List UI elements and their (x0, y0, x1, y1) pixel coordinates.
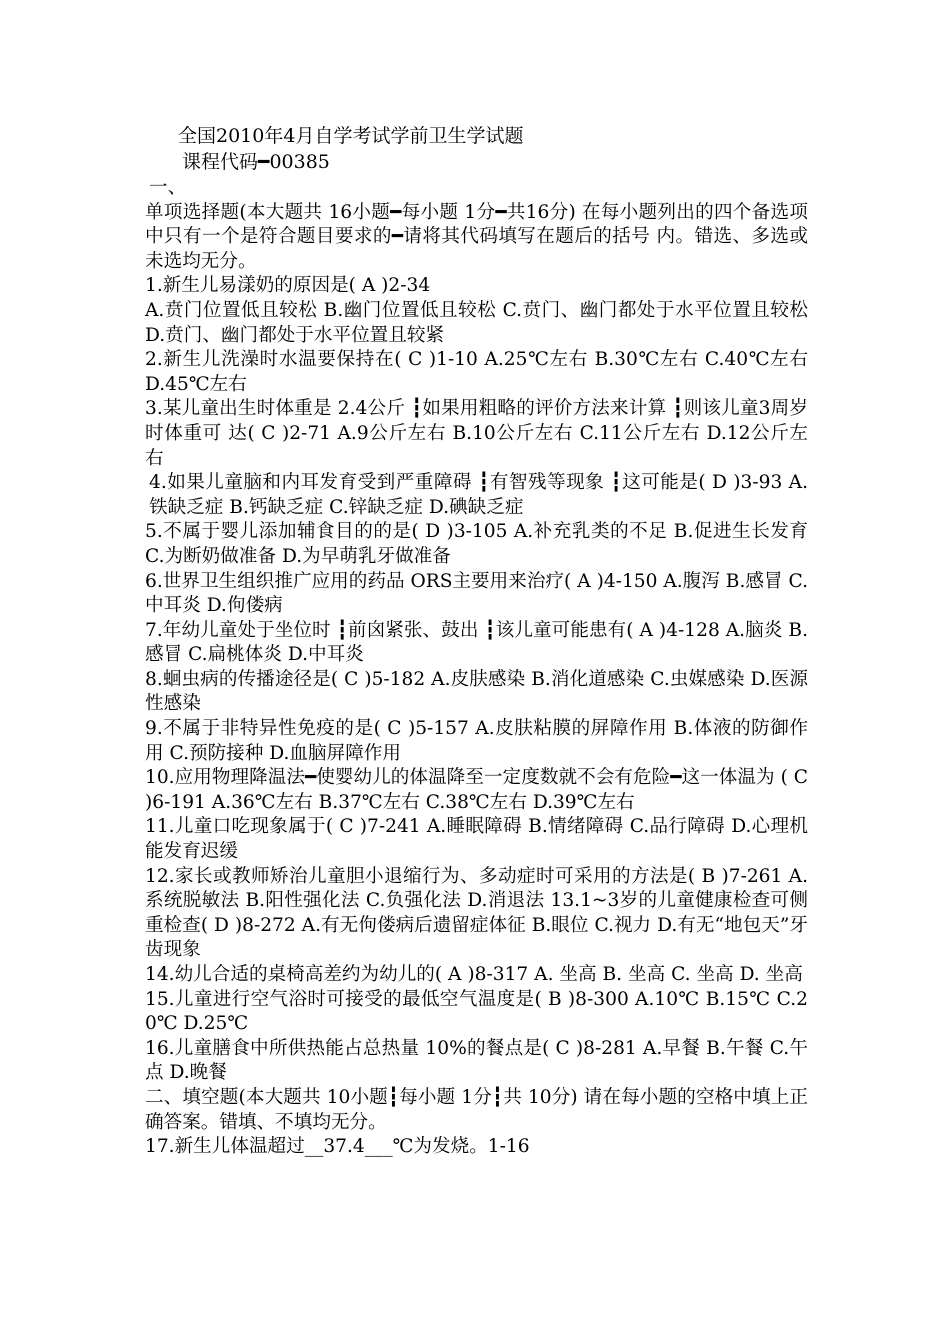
section-intro-choice: 单项选择题(本大题共 16小题━每小题 1分━共16分) 在每小题列出的四个备选项中只有一个是符合题目要求的━请将其代码填写在题后的括号 内。错选、多选或未选均无分。 (145, 201, 808, 272)
question-9: 9.不属于非特异性免疫的是( C )5-157 A.皮肤粘膜的屏障作用 B.体液的防御作用 C.预防接种 D.血脑屏障作用 (145, 718, 808, 764)
course-code: 课程代码━00385 (182, 151, 330, 173)
question-15: 15.儿童进行空气浴时可接受的最低空气温度是( B )8-300 A.10℃ B.15℃ C.20℃ D.25℃ (145, 988, 808, 1035)
question-2: 2.新生儿洗澡时水温要保持在( C )1-10 A.25℃左右 B.30℃左右 C.40℃左右 D.45℃左右 (145, 349, 808, 395)
document-body (145, 176, 808, 1160)
question-6: 6.世界卫生组织推广应用的药品 ORS主要用来治疗( A )4-150 A.腹泻 B.感冒 C.中耳炎 D.佝偻病 (145, 570, 808, 617)
question-16: 16.儿童膳食中所供热能占总热量 10%的餐点是( C )8-281 A.早餐 B.午餐 C.午点 D.晚餐 (145, 1037, 808, 1084)
question-5: 5.不属于婴儿添加辅食目的的是( D )3-105 A.补充乳类的不足 B.促进生长发育 C.为断奶做准备 D.为早萌乳牙做准备 (145, 521, 808, 567)
question-8: 8.蛔虫病的传播途径是( C )5-182 A.皮肤感染 B.消化道感染 C.虫媒感染 D.医源性感染 (145, 668, 808, 715)
section-number: 一、 (149, 177, 187, 198)
question-1: 1.新生儿易漾奶的原因是( A )2-34 (145, 275, 431, 297)
question-1-options: A.贲门位置低且较松 B.幽门位置低且较松 C.贲门、幽门都处于水平位置且较松 D.贲门、幽门都处于水平位置且较紧 (145, 299, 808, 346)
question-12-13: 12.家长或教师矫治儿童胆小退缩行为、多动症时可采用的方法是( B )7-261 A.系统脱敏法 B.阳性强化法 C.负强化法 D.消退法 13.1~3岁的儿童健康检查可侧重检查( D )8-272 A.有无佝偻病后遗留症体征 B.眼位 C.视力 D.有无“地包天”牙齿现象 (145, 865, 808, 961)
question-17: 17.新生儿体温超过__37.4___℃为发烧。1-16 (145, 1136, 530, 1158)
question-7: 7.年幼儿童处于坐位时 ┇前囟紧张、鼓出 ┇该儿童可能患有( A )4-128 A.脑炎 B.感冒 C.扁桃体炎 D.中耳炎 (145, 619, 808, 666)
title-block (178, 123, 523, 175)
question-14: 14.幼儿合适的桌椅高差约为幼儿的( A )8-317 A. 坐高 B. 坐高 C. 坐高 D. 坐高 (145, 964, 803, 985)
question-3: 3.某儿童出生时体重是 2.4公斤 ┇如果用粗略的评价方法来计算 ┇则该儿童3周岁时体重可 达( C )2-71 A.9公斤左右 B.10公斤左右 C.11公斤左右 D.12公斤左右 (145, 398, 808, 469)
section-intro-fill: 二、填空题(本大题共 10小题┇每小题 1分┇共 10分) 请在每小题的空格中填上正确答案。错填、不填均无分。 (145, 1086, 808, 1133)
question-11: 11.儿童口吃现象属于( C )7-241 A.睡眠障碍 B.情绪障碍 C.品行障碍 D.心理机能发育迟缓 (145, 816, 808, 863)
question-10: 10.应用物理降温法━使婴幼儿的体温降至一定度数就不会有危险━这一体温为 ( C )6-191 A.36℃左右 B.37℃左右 C.38℃左右 D.39℃左右 (145, 767, 808, 813)
exam-title: 全国2010年4月自学考试学前卫生学试题 (178, 125, 524, 147)
question-4: 4.如果儿童脑和内耳发育受到严重障碍 ┇有智残等现象 ┇这可能是( D )3-93 A.铁缺乏症 B.钙缺乏症 C.锌缺乏症 D.碘缺乏症 (149, 472, 808, 518)
